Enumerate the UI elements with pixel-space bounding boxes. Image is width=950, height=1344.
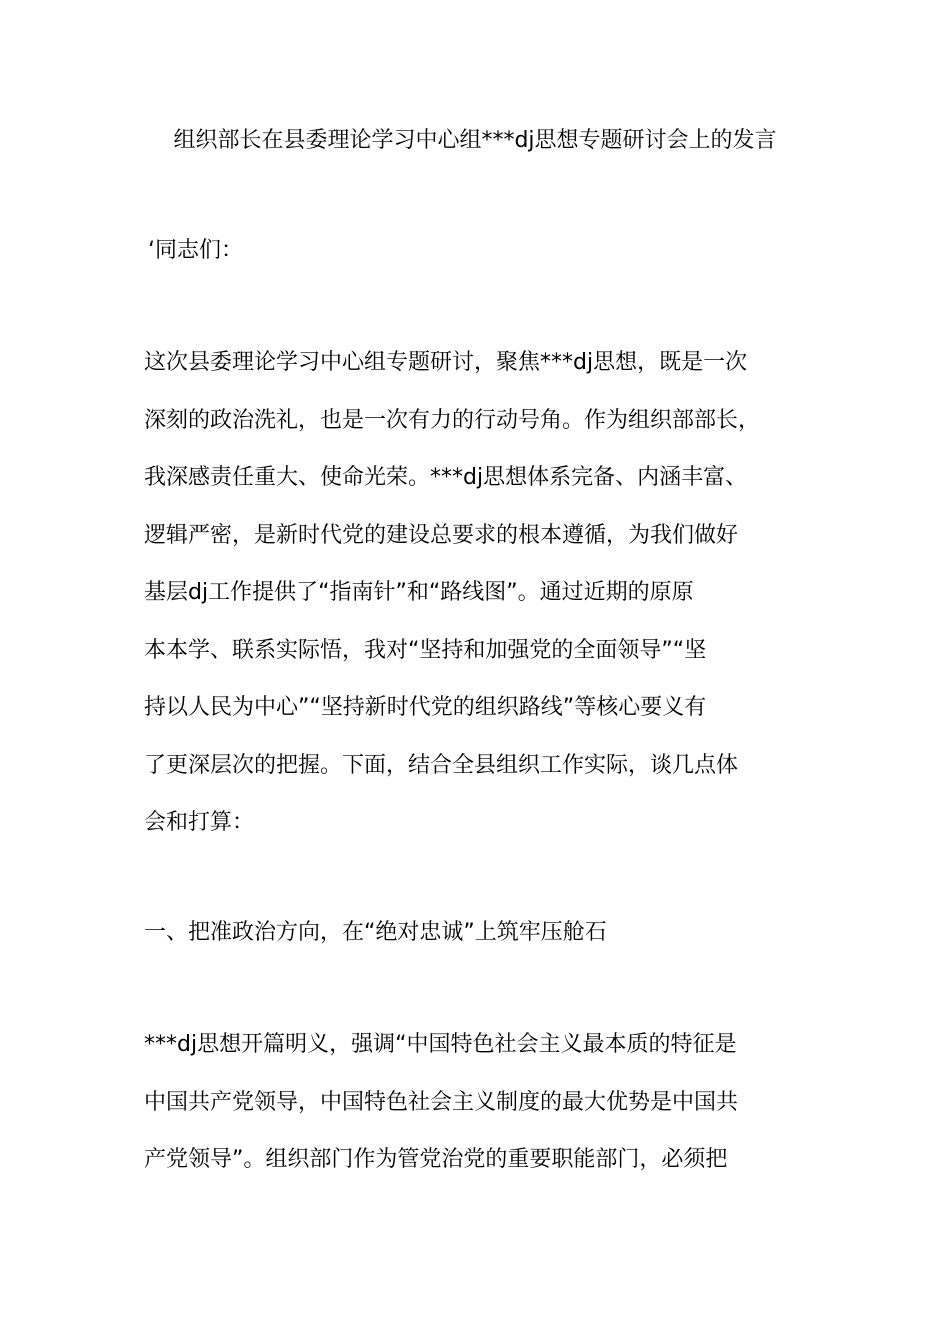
paragraph-line: 深刻的政治洗礼，也是一次有力的行动号角。作为组织部部长， <box>144 407 761 433</box>
document-title: 组织部长在县委理论学习中心组***dj思想专题研讨会上的发言 <box>173 128 777 153</box>
paragraph-line: 了更深层次的把握。下面，结合全县组织工作实际，谈几点体 <box>144 752 739 778</box>
section-heading: 一、把准政治方向，在“绝对忠诚”上筑牢压舱石 <box>144 920 607 945</box>
paragraph-line: ***dj思想开篇明义，强调“中国特色社会主义最本质的特征是 <box>144 1032 737 1057</box>
paragraph-line: 产党领导”。组织部门作为管党治党的重要职能部门，必须把 <box>144 1147 728 1172</box>
paragraph-line: 持以人民为中心”“坚持新时代党的组织路线”等核心要义有 <box>144 695 707 720</box>
paragraph-line: 这次县委理论学习中心组专题研讨，聚焦***dj思想，既是一次 <box>144 350 748 375</box>
paragraph-section1 <box>144 1016 824 1189</box>
paragraph-line: 本本学、联系实际悟，我对“坚持和加强党的全面领导”“坚 <box>144 637 707 663</box>
paragraph-line: 会和打算： <box>144 810 255 835</box>
paragraph-line: 逻辑严密，是新时代党的建设总要求的根本遵循，为我们做好 <box>144 522 739 548</box>
paragraph-intro <box>144 334 824 852</box>
paragraph-line: 基层dj工作提供了“指南针”和“路线图”。通过近期的原原 <box>144 580 694 605</box>
salutation: ‘同志们： <box>148 238 243 263</box>
paragraph-line: 我深感责任重大、使命光荣。***dj思想体系完备、内涵丰富、 <box>144 465 748 490</box>
paragraph-line: 中国共产党领导，中国特色社会主义制度的最大优势是中国共 <box>144 1089 739 1115</box>
